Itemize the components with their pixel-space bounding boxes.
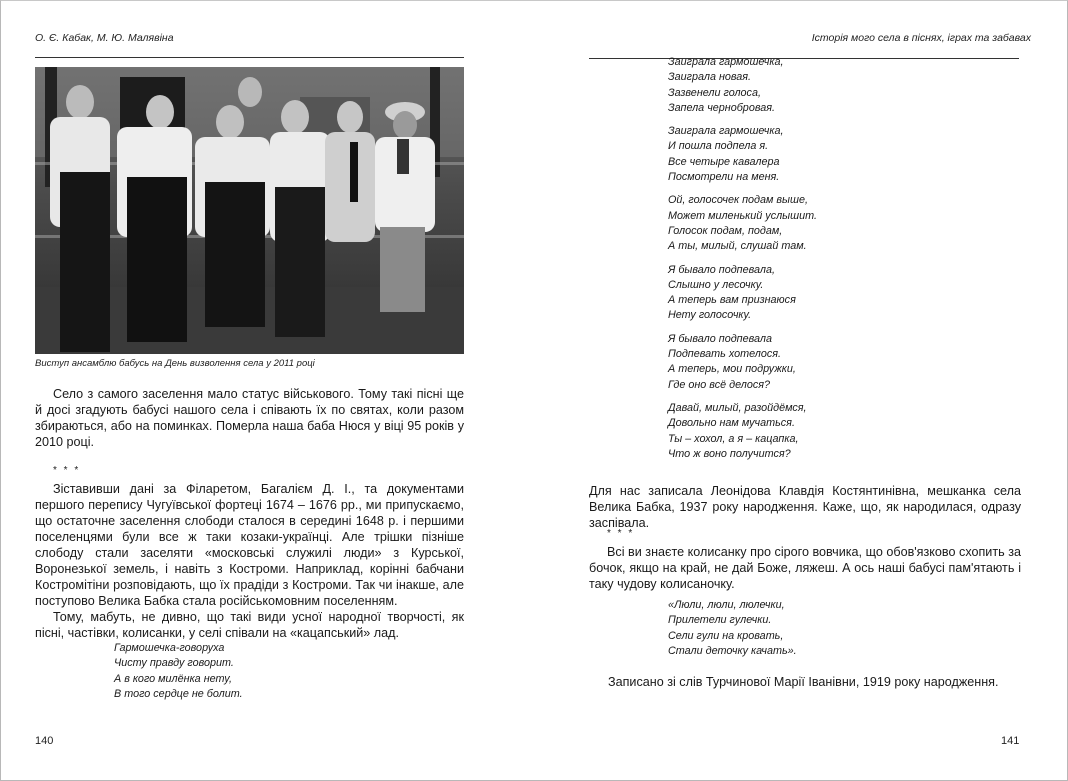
verse-line: Подпевать хотелося. <box>668 348 781 361</box>
header-rule-left <box>35 57 464 58</box>
right-body-section-2 <box>589 526 1021 592</box>
right-body-paragraph-1 <box>589 483 1021 531</box>
verse-line: Я бывало подпевала <box>668 332 772 345</box>
page-number-left: 140 <box>35 735 54 747</box>
verse-line: А теперь вам признаюся <box>668 294 796 307</box>
stanza <box>668 598 797 659</box>
verse-line: Прилетели гулечки. <box>668 614 772 627</box>
left-body-paragraph-1 <box>35 386 464 450</box>
verse-chastushki <box>668 55 817 470</box>
verse-line: Заиграла новая. <box>668 71 752 84</box>
verse-line: Запела чернобровая. <box>668 101 775 114</box>
verse-line: Заиграла гармошечка, <box>668 56 784 68</box>
photo-image <box>35 67 464 354</box>
paragraph: Село з самого заселення мало статус військового. Тому такі пісні ще й досі згадують бабусі нашого села і співають їх по святах, коли разом збираються, або на поминках. Померла наша баба Нюся у віці 95 років у 2010 році. <box>35 387 464 449</box>
verse-line: «Люли, люли, люлечки, <box>668 599 785 611</box>
paragraph: Зіставивши дані за Філаретом, Багалієм Д. І., та документами першого перепису Чугуївської фортеці 1674 – 1676 рр., ми припускаємо, що остаточне заселення слободи сталося в середині 1648 р. і першими поселенцями були все ж таки козаки-українці. Але трішки пізніше слободу стали заселяти «московські служилі люди» з Курської, Воронезької земель, і навіть з Костроми. Наприклад, корінні бабчани Костромітіни розповідають, що їх прадіди з Костроми. Так чи інакше, але поступово Велика Бабка стала російськомовним поселенням. <box>35 482 464 608</box>
stanza <box>668 401 817 462</box>
paragraph: Всі ви знаєте колисанку про сірого вовчика, що обов'язково схопить за бочок, якщо на край, не дай Боже, ляжеш. А ось наші бабусі пам'ятають і таку чудову колисаночку. <box>589 545 1021 591</box>
stanza <box>668 332 817 393</box>
verse-line: Все четыре кавалера <box>668 155 780 168</box>
verse-line: Давай, милый, разойдёмся, <box>668 401 807 414</box>
stanza <box>114 641 243 702</box>
verse-line: Ой, голосочек подам выше, <box>668 194 808 207</box>
verse-line: Слышно у лесочку. <box>668 278 764 291</box>
verse-line: Заиграла гармошечка, <box>668 125 784 138</box>
verse-line: А в кого милёнка нету, <box>114 672 232 685</box>
verse-line: Я бывало подпевала, <box>668 263 775 276</box>
verse-line: И пошла подпела я. <box>668 140 769 153</box>
stanza <box>668 55 817 116</box>
running-head-right: Історія мого села в піснях, іграх та забавах <box>811 32 1031 44</box>
verse-line: Нету голосочку. <box>668 309 752 322</box>
left-body-section-2 <box>35 463 464 641</box>
verse-line: Где оно всё делося? <box>668 378 770 391</box>
attribution-text: Записано зі слів Турчинової Марії Іванівни, 1919 року народження. <box>608 675 999 689</box>
stanza <box>668 263 817 324</box>
section-separator: * * * <box>607 528 635 539</box>
verse-garmoshechka <box>114 641 243 710</box>
photo-caption: Виступ ансамблю бабусь на День визволення села у 2011 році <box>35 358 315 369</box>
verse-line: Зазвенели голоса, <box>668 86 761 99</box>
verse-line: Стали деточку качать». <box>668 644 797 657</box>
verse-line: Довольно нам мучаться. <box>668 417 795 430</box>
verse-line: В того сердце не болит. <box>114 687 243 700</box>
attribution <box>608 674 1028 690</box>
section-separator: * * * <box>53 465 81 476</box>
verse-line: Гармошечка-говоруха <box>114 642 225 654</box>
stanza <box>668 124 817 185</box>
verse-line: Посмотрели на меня. <box>668 171 780 184</box>
paragraph: Тому, мабуть, не дивно, що такі види усної народної творчості, як пісні, частівки, колисанки, у селі співали на «кацапський» лад. <box>35 610 464 640</box>
verse-line: А ты, милый, слушай там. <box>668 240 807 253</box>
verse-line: А теперь, мои подружки, <box>668 363 796 376</box>
verse-line: Что ж воно получится? <box>668 447 791 460</box>
verse-line: Сели гули на кровать, <box>668 629 784 642</box>
verse-lullaby <box>668 598 797 667</box>
verse-line: Чисту правду говорит. <box>114 657 234 670</box>
verse-line: Голосок подам, подам, <box>668 224 783 237</box>
paragraph: Для нас записала Леонідова Клавдія Костянтинівна, мешканка села Велика Бабка, 1937 року народження. Каже, що, як народилася, одразу заспівала. <box>589 484 1021 530</box>
verse-line: Может миленький услышит. <box>668 209 817 222</box>
ensemble-photo <box>35 67 464 354</box>
verse-line: Ты – хохол, а я – кацапка, <box>668 432 799 445</box>
stanza <box>668 193 817 254</box>
running-head-left: О. Є. Кабак, М. Ю. Малявіна <box>35 32 174 44</box>
page-number-right: 141 <box>1001 735 1020 747</box>
